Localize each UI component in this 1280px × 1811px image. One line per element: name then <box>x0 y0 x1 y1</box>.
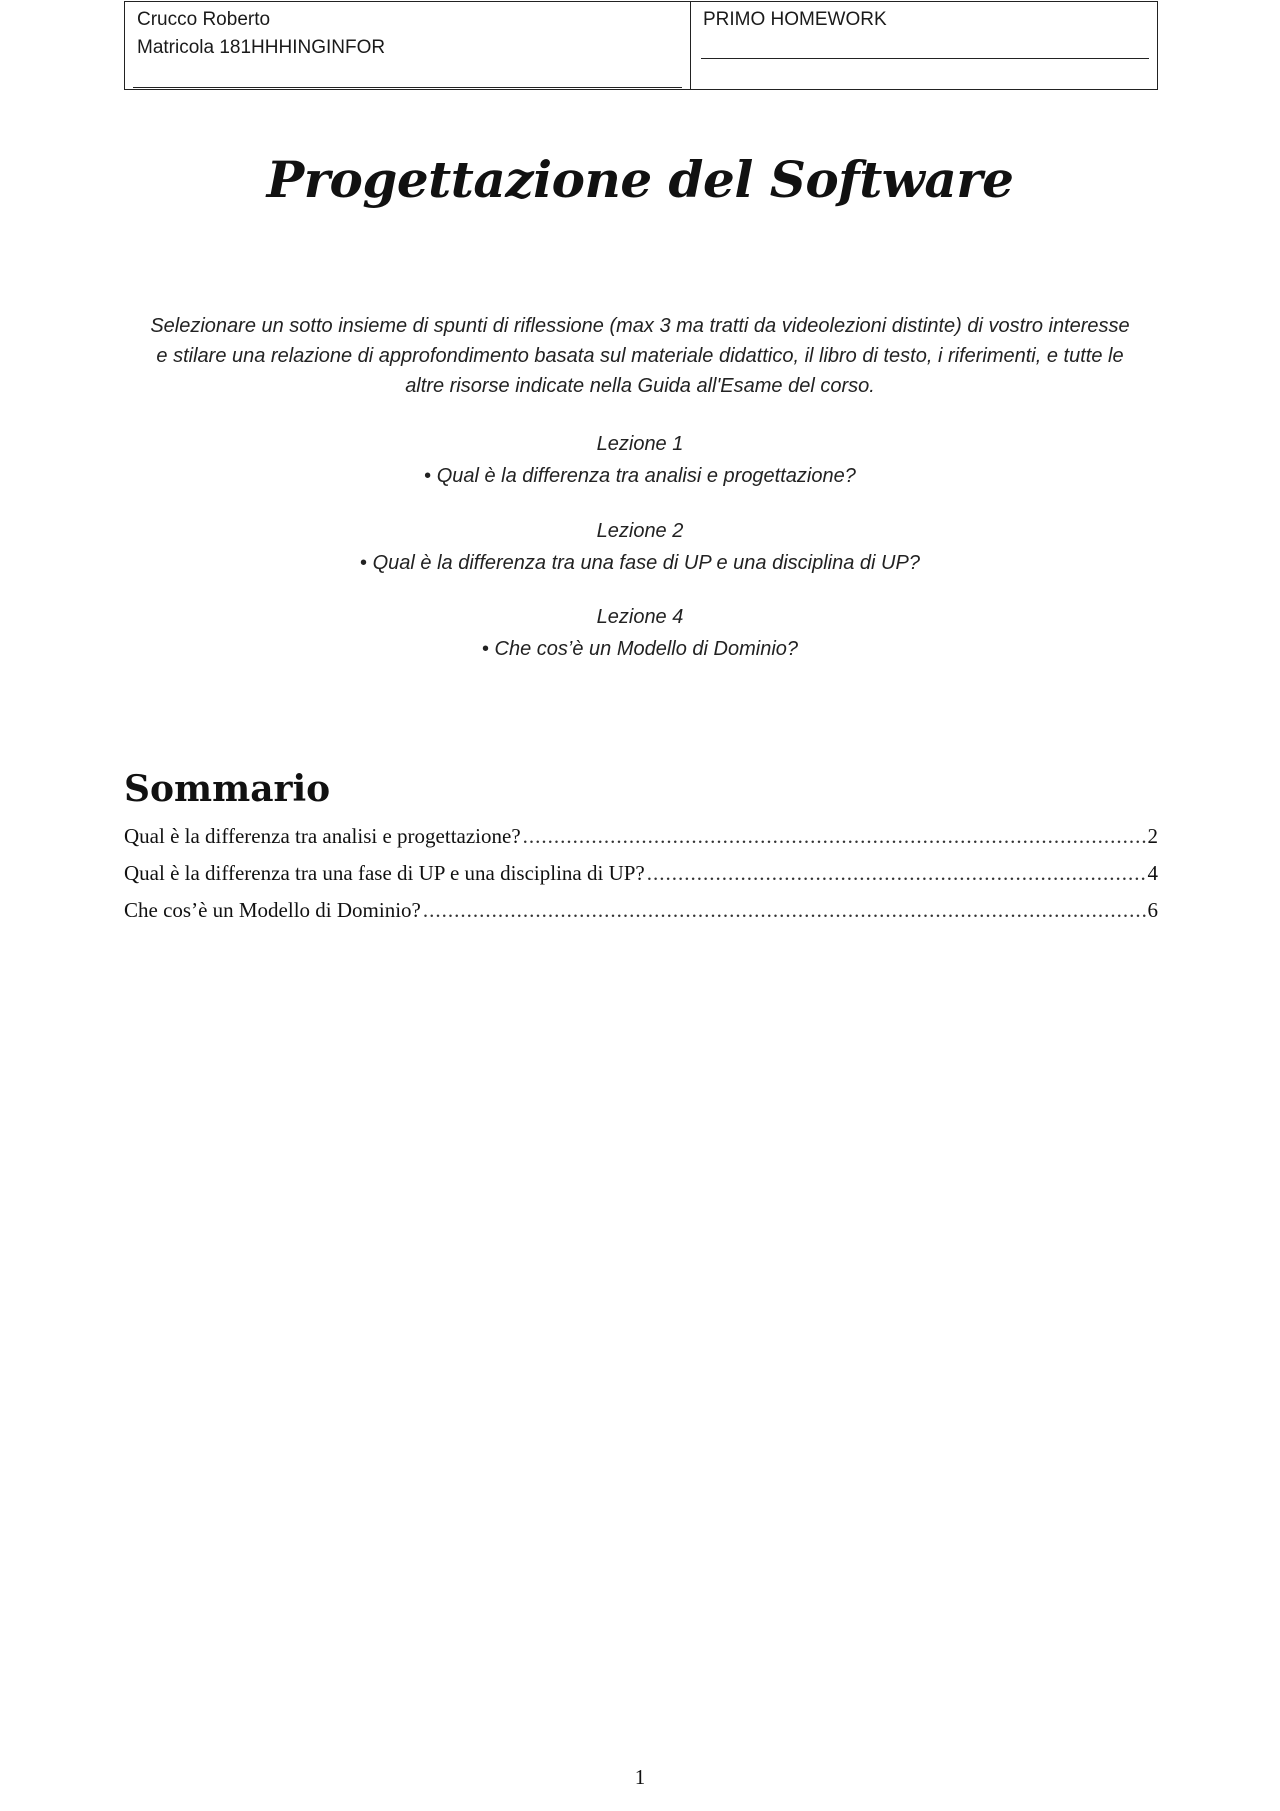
summary-heading: Sommario <box>124 768 331 810</box>
document-title: Progettazione del Software <box>266 150 1014 209</box>
lesson-label: Lezione 4 <box>596 606 684 628</box>
lesson-question: • Qual è la differenza tra una fase di UP e una disciplina di UP? <box>0 547 1280 579</box>
lesson-label: Lezione 2 <box>596 520 684 542</box>
header-left-underline <box>133 87 682 88</box>
toc-entry[interactable] <box>124 818 1158 855</box>
table-of-contents <box>124 818 1158 929</box>
toc-entry-text: Qual è la differenza tra analisi e progettazione? <box>124 824 521 848</box>
toc-dot-leader <box>523 818 1146 855</box>
toc-dot-leader <box>647 855 1146 892</box>
lesson-label: Lezione 1 <box>596 433 684 455</box>
homework-label: PRIMO HOMEWORK <box>703 9 887 30</box>
toc-entry-page: 2 <box>1147 824 1158 848</box>
toc-entry-page: 4 <box>1147 861 1158 885</box>
lesson-block-1 <box>0 428 1280 492</box>
header-right-underline <box>701 58 1149 59</box>
toc-entry-page: 6 <box>1147 898 1158 922</box>
student-matricola: Matricola 181HHHINGINFOR <box>137 37 386 58</box>
toc-entry[interactable] <box>124 855 1158 892</box>
lesson-block-2 <box>0 515 1280 579</box>
toc-dot-leader <box>423 892 1146 929</box>
header-left-cell <box>125 2 691 89</box>
lesson-block-3 <box>0 601 1280 665</box>
header-right-cell <box>691 2 1157 89</box>
toc-entry-text: Qual è la differenza tra una fase di UP e una disciplina di UP? <box>124 861 645 885</box>
student-name: Crucco Roberto <box>137 9 271 30</box>
page-number: 1 <box>634 1765 646 1789</box>
header-table <box>124 1 1158 90</box>
intro-paragraph: Selezionare un sotto insieme di spunti di riflessione (max 3 ma tratti da videolezioni distinte) di vostro interesse e stilare una relazione di approfondimento basata sul materiale didattico, il libro di testo, i riferimenti, e tutte le altre risorse indicate nella Guida all'Esame del corso. <box>150 315 1130 397</box>
lesson-question: • Che cos’è un Modello di Dominio? <box>0 633 1280 665</box>
lesson-question: • Qual è la differenza tra analisi e progettazione? <box>0 460 1280 492</box>
toc-entry[interactable] <box>124 892 1158 929</box>
toc-entry-text: Che cos’è un Modello di Dominio? <box>124 898 421 922</box>
